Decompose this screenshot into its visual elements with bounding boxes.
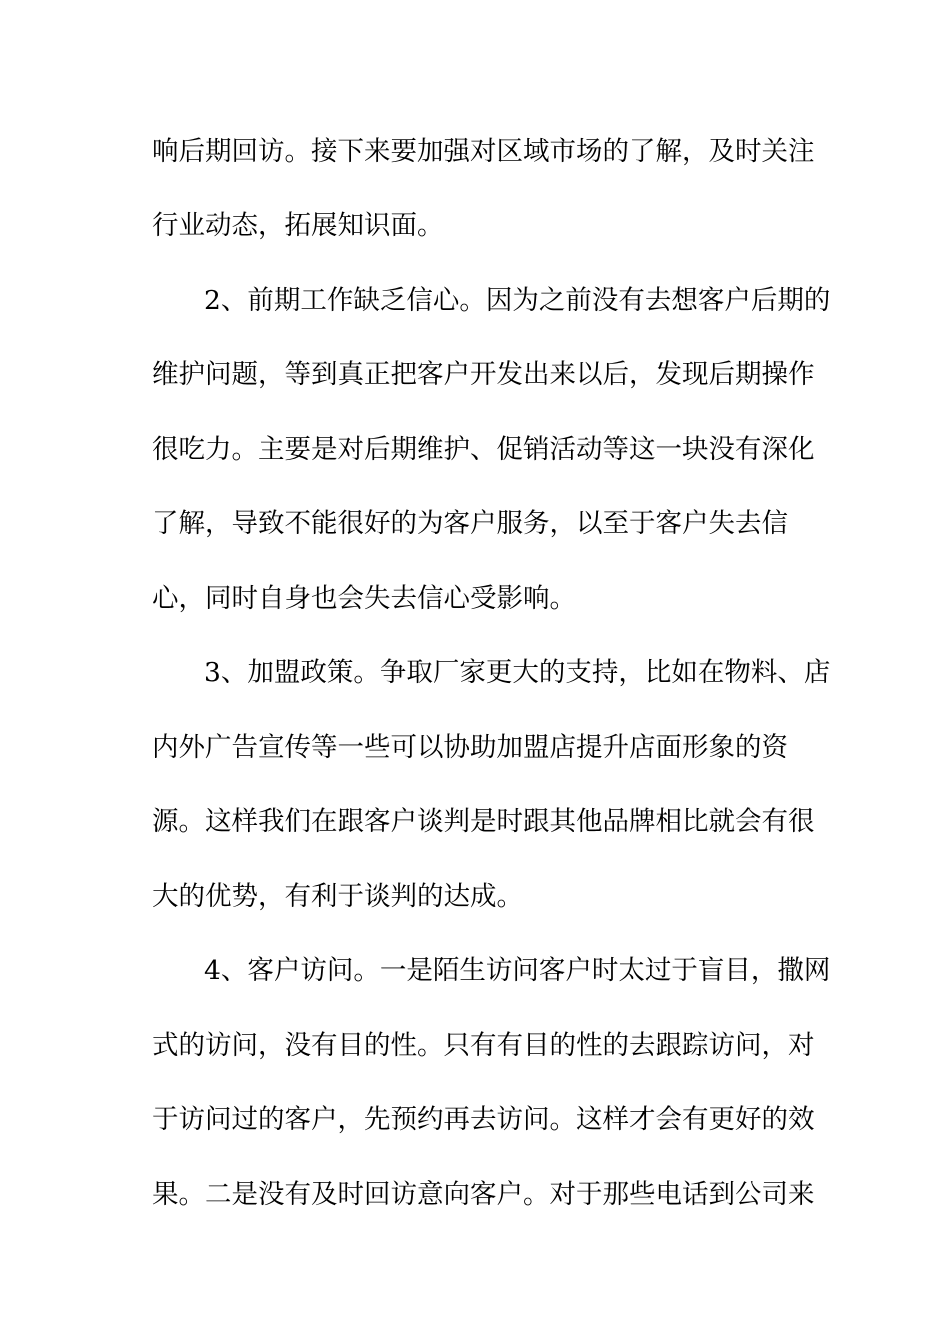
text-line: 行业动态，拓展知识面。 <box>152 210 444 241</box>
text-line: 了解，导致不能很好的为客户服务，以至于客户失去信 <box>152 508 788 539</box>
text-line: 很吃力。主要是对后期维护、促销活动等这一块没有深化 <box>152 434 815 465</box>
text-line: 响后期回访。接下来要加强对区域市场的了解，及时关注 <box>152 136 815 167</box>
text-line: 果。二是没有及时回访意向客户。对于那些电话到公司来 <box>152 1179 815 1210</box>
text-line: 大的优势，有利于谈判的达成。 <box>152 881 523 912</box>
text-line: 源。这样我们在跟客户谈判是时跟其他品牌相比就会有很 <box>152 806 815 837</box>
text-line: 维护问题，等到真正把客户开发出来以后，发现后期操作 <box>152 359 815 390</box>
text-line: 式的访问，没有目的性。只有有目的性的去跟踪访问，对 <box>152 1030 815 1061</box>
text-line: 于访问过的客户，先预约再去访问。这样才会有更好的效 <box>152 1104 815 1135</box>
text-line: 内外广告宣传等一些可以协助加盟店提升店面形象的资 <box>152 732 788 763</box>
paragraph-start-line: 4、客户访问。一是陌生访问客户时太过于盲目，撒网 <box>204 955 831 986</box>
paragraph-start-line: 3、加盟政策。争取厂家更大的支持，比如在物料、店 <box>204 657 831 688</box>
text-line: 心，同时自身也会失去信心受影响。 <box>152 583 576 614</box>
paragraph-start-line: 2、前期工作缺乏信心。因为之前没有去想客户后期的 <box>204 285 831 316</box>
